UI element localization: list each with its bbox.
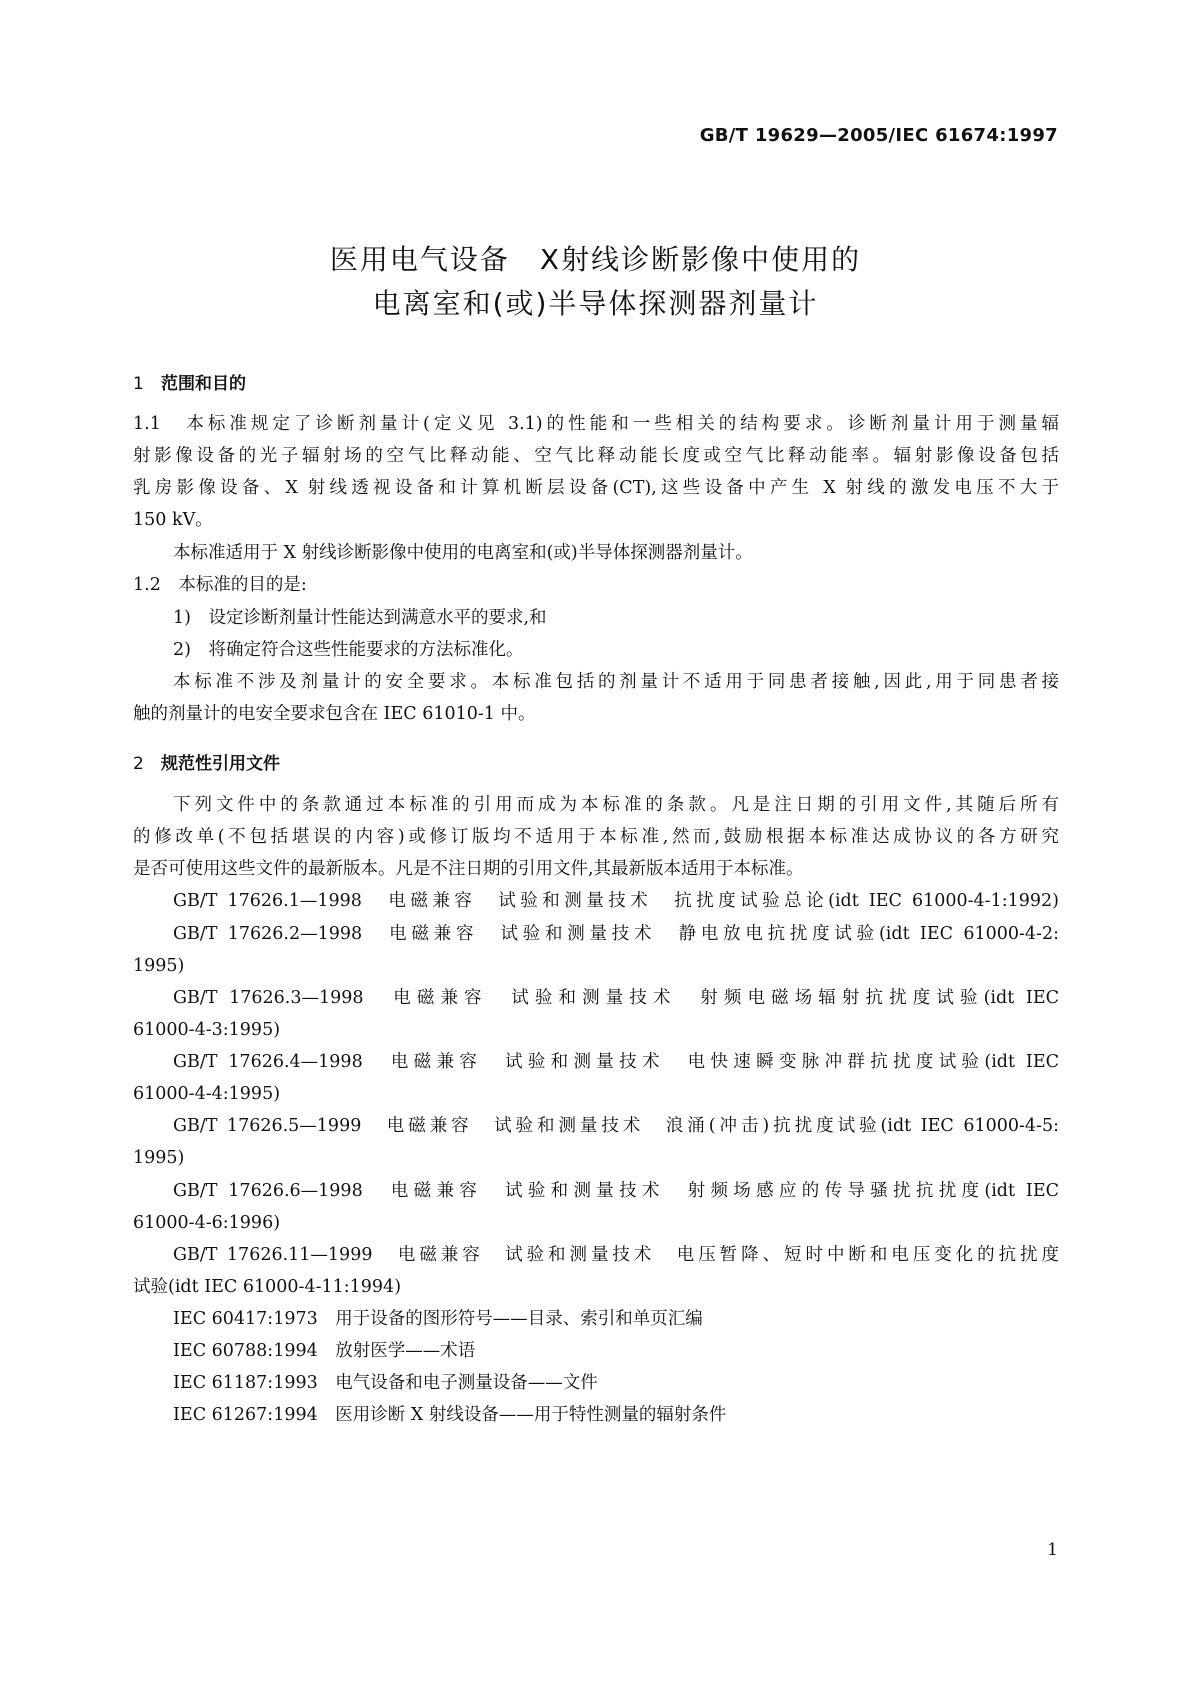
reference-entry: GB/T 17626.11—1999 电磁兼容 试验和测量技术 电压暂降、短时中断和电压变化的抗扰度 (173, 1245, 1059, 1265)
section-title: 范围和目的 (161, 374, 246, 394)
paragraph-line: 150 kV。 (133, 510, 213, 530)
clause-1-2: 1.2 本标准的目的是: (133, 575, 307, 595)
section-1-heading (133, 369, 246, 394)
document-title-line-1: 医用电气设备 X射线诊断影像中使用的 (329, 243, 862, 276)
paragraph-line: 1.1 本标准规定了诊断剂量计(定义见 3.1)的性能和一些相关的结构要求。诊断剂量计用于测量辐 (133, 414, 1059, 434)
section-title: 规范性引用文件 (161, 754, 280, 774)
reference-entry: IEC 60417:1973 用于设备的图形符号——目录、索引和单页汇编 (173, 1309, 703, 1329)
document-title-line-2: 电离室和(或)半导体探测器剂量计 (372, 287, 819, 320)
reference-entry: IEC 61187:1993 电气设备和电子测量设备——文件 (173, 1373, 598, 1393)
reference-entry-continued: 1995) (133, 1148, 185, 1168)
paragraph-line: 本标准不涉及剂量计的安全要求。本标准包括的剂量计不适用于同患者接触,因此,用于同患者接 (173, 672, 1059, 692)
section-number: 1 (133, 374, 144, 394)
reference-entry-continued: 61000-4-4:1995) (133, 1084, 281, 1104)
list-item-2: 2) 将确定符合这些性能要求的方法标准化。 (173, 640, 524, 660)
page-number: 1 (1047, 1540, 1058, 1560)
reference-entry: IEC 61267:1994 医用诊断 X 射线设备——用于特性测量的辐射条件 (173, 1405, 727, 1425)
reference-entry-continued: 61000-4-3:1995) (133, 1020, 281, 1040)
reference-entry: GB/T 17626.6—1998 电磁兼容 试验和测量技术 射频场感应的传导骚扰抗扰度(idt IEC (173, 1181, 1059, 1201)
reference-entry: GB/T 17626.5—1999 电磁兼容 试验和测量技术 浪涌(冲击)抗扰度试验(idt IEC 61000-4-5: (173, 1116, 1059, 1136)
section-2-heading (133, 749, 280, 774)
reference-entry: GB/T 17626.1—1998 电磁兼容 试验和测量技术 抗扰度试验总论(idt IEC 61000-4-1:1992) (173, 891, 1059, 911)
reference-entry-continued: 1995) (133, 956, 185, 976)
reference-entry-continued: 61000-4-6:1996) (133, 1213, 281, 1233)
reference-entry-continued: 试验(idt IEC 61000-4-11:1994) (133, 1277, 402, 1297)
paragraph-line: 触的剂量计的电安全要求包含在 IEC 61010-1 中。 (133, 704, 536, 724)
reference-entry: GB/T 17626.3—1998 电磁兼容 试验和测量技术 射频电磁场辐射抗扰度试验(idt IEC (173, 988, 1059, 1008)
reference-entry: GB/T 17626.4—1998 电磁兼容 试验和测量技术 电快速瞬变脉冲群抗扰度试验(idt IEC (173, 1052, 1059, 1072)
list-item-1: 1) 设定诊断剂量计性能达到满意水平的要求,和 (173, 608, 547, 628)
paragraph-line: 是否可使用这些文件的最新版本。凡是不注日期的引用文件,其最新版本适用于本标准。 (133, 859, 804, 879)
document-code: GB/T 19629—2005/IEC 61674:1997 (699, 125, 1058, 146)
paragraph-line: 下列文件中的条款通过本标准的引用而成为本标准的条款。凡是注日期的引用文件,其随后所有 (173, 795, 1059, 815)
section-number: 2 (133, 754, 144, 774)
reference-entry: IEC 60788:1994 放射医学——术语 (173, 1341, 476, 1361)
paragraph-line: 乳房影像设备、X 射线透视设备和计算机断层设备(CT),这些设备中产生 X 射线的激发电压不大于 (133, 478, 1059, 498)
paragraph-line: 的修改单(不包括堪误的内容)或修订版均不适用于本标准,然而,鼓励根据本标准达成协议的各方研究 (133, 827, 1059, 847)
reference-entry: GB/T 17626.2—1998 电磁兼容 试验和测量技术 静电放电抗扰度试验(idt IEC 61000-4-2: (173, 924, 1059, 944)
paragraph-line: 射影像设备的光子辐射场的空气比释动能、空气比释动能长度或空气比释动能率。辐射影像设备包括 (133, 446, 1059, 466)
paragraph-line: 本标准适用于 X 射线诊断影像中使用的电离室和(或)半导体探测器剂量计。 (173, 543, 753, 563)
